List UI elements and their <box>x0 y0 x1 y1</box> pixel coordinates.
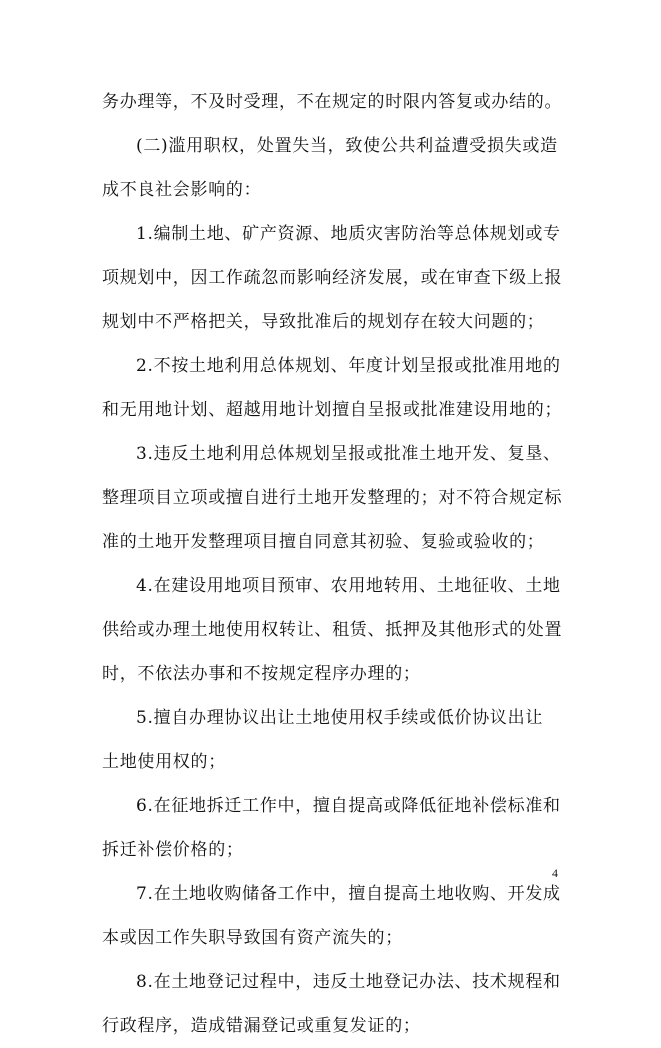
list-item-3-line: 3.违反土地利用总体规划呈报或批准土地开发、复垦、 <box>136 444 561 464</box>
list-item-7-line: 7.在土地收购储备工作中，擅自提高土地收购、开发成 <box>136 884 561 904</box>
text-line: 成不良社会影响的： <box>102 180 262 200</box>
text-line: 行政程序，造成错漏登记或重复发证的； <box>102 1016 421 1036</box>
text-line: 供给或办理土地使用权转让、租赁、抵押及其他形式的处置 <box>102 620 563 640</box>
text-line: 拆迁补偿价格的； <box>102 840 244 860</box>
list-item-4-line: 4.在建设用地项目预审、农用地转用、土地征收、土地 <box>136 576 561 596</box>
page-number: 4 <box>552 866 558 880</box>
text-line: 项规划中，因工作疏忽而影响经济发展，或在审查下级上报 <box>102 268 563 288</box>
list-item-5-line: 5.擅自办理协议出让土地使用权手续或低价协议出让 <box>136 708 544 728</box>
list-item-8-line: 8.在土地登记过程中，违反土地登记办法、技术规程和 <box>136 972 561 992</box>
text-line: 准的土地开发整理项目擅自同意其初验、复验或验收的； <box>102 532 545 552</box>
section-heading-line: (二)滥用职权，处置失当，致使公共利益遭受损失或造 <box>136 136 558 156</box>
list-item-6-line: 6.在征地拆迁工作中，擅自提高或降低征地补偿标准和 <box>136 796 561 816</box>
text-line: 整理项目立项或擅自进行土地开发整理的；对不符合规定标 <box>102 488 563 508</box>
text-line: 务办理等，不及时受理，不在规定的时限内答复或办结的。 <box>102 92 563 112</box>
list-item-2-line: 2.不按土地利用总体规划、年度计划呈报或批准用地的 <box>136 356 561 376</box>
text-line: 本或因工作失职导致国有资产流失的； <box>102 928 403 948</box>
text-line: 规划中不严格把关，导致批准后的规划存在较大问题的； <box>102 312 545 332</box>
text-line: 土地使用权的； <box>102 752 226 772</box>
text-line: 和无用地计划、超越用地计划擅自呈报或批准建设用地的； <box>102 400 563 420</box>
document-body <box>102 80 563 1048</box>
list-item-1-line: 1.编制土地、矿产资源、地质灾害防治等总体规划或专 <box>136 224 561 244</box>
text-line: 时，不依法办事和不按规定程序办理的； <box>102 664 421 684</box>
